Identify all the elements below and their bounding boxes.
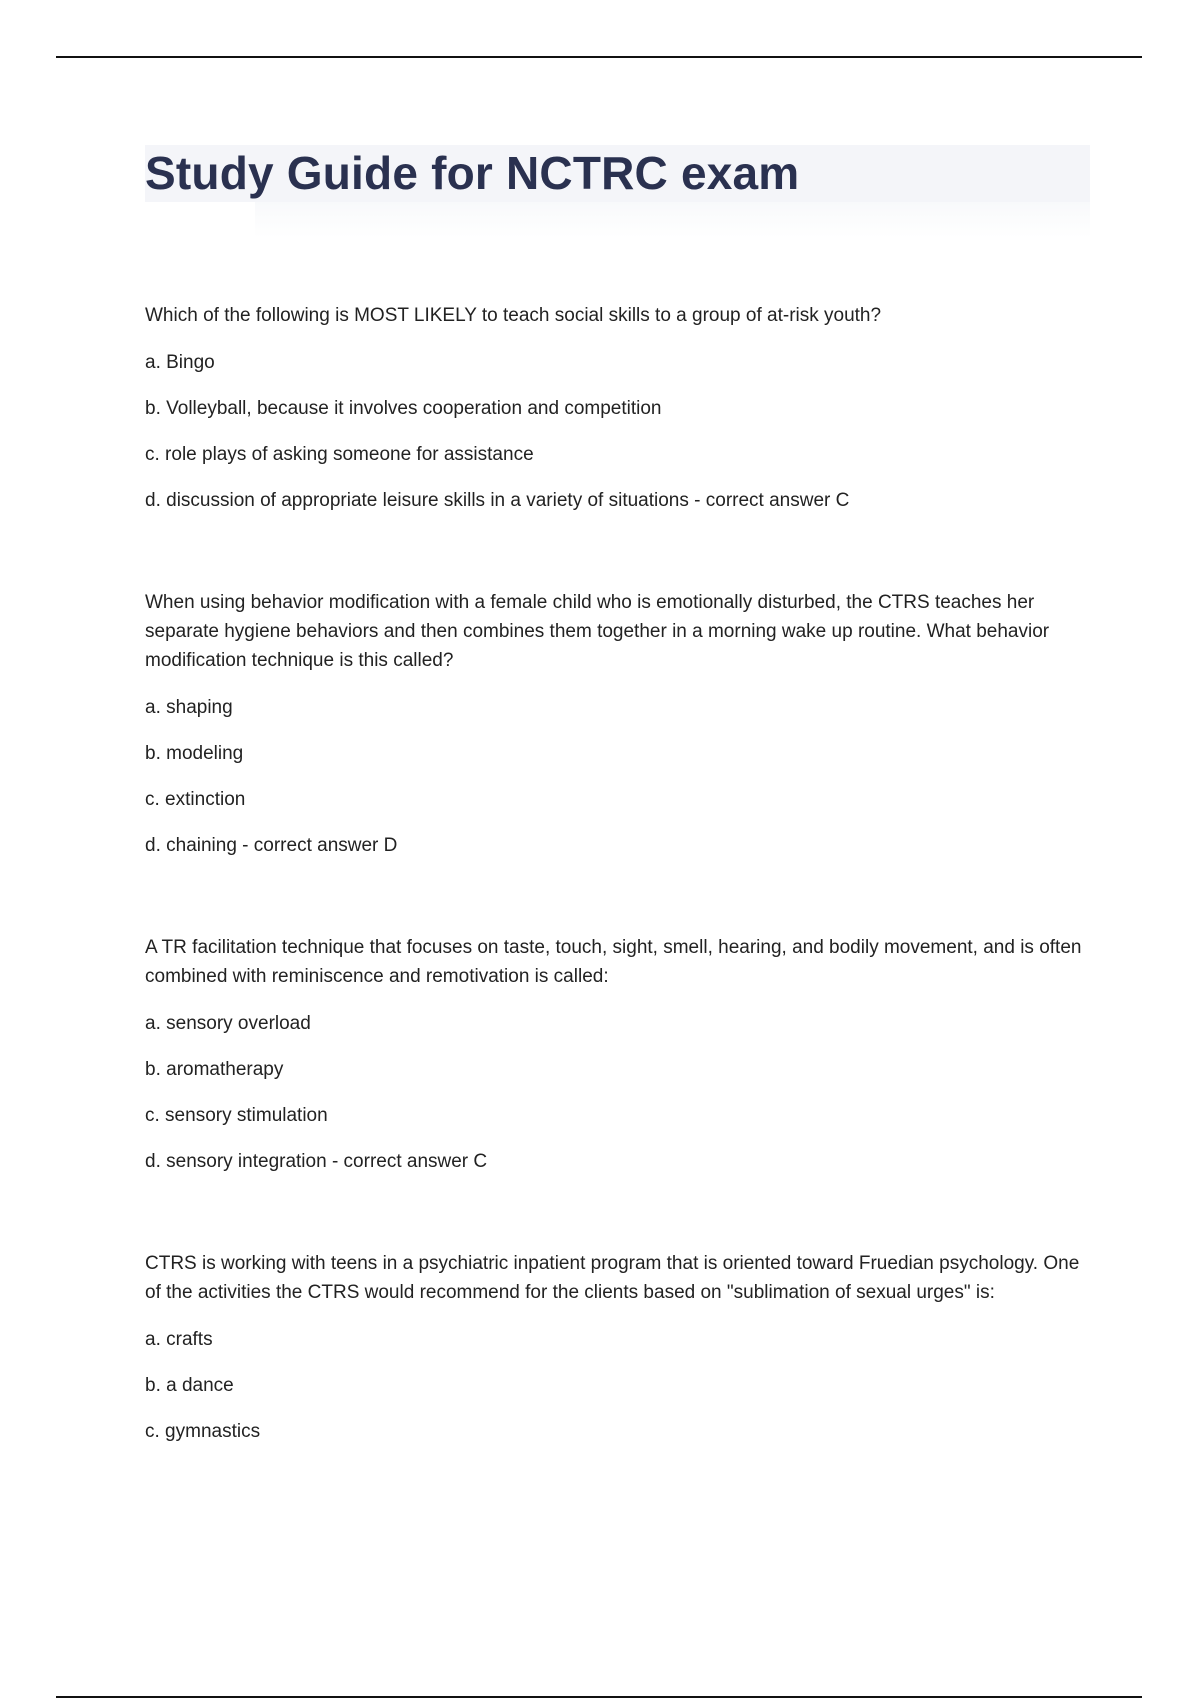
answer-option-b: b. aromatherapy bbox=[145, 1059, 284, 1080]
answer-option-b: b. Volleyball, because it involves cooperation and competition bbox=[145, 398, 662, 419]
answer-option-b: b. a dance bbox=[145, 1375, 234, 1396]
question-stem: Which of the following is MOST LIKELY to teach social skills to a group of at-risk youth? bbox=[145, 305, 882, 326]
title-band bbox=[145, 145, 1090, 202]
answer-option-c: c. extinction bbox=[145, 789, 246, 810]
answer-option-a: a. sensory overload bbox=[145, 1013, 311, 1034]
answer-option-d: d. discussion of appropriate leisure skills in a variety of situations - correct answer C bbox=[145, 490, 850, 511]
page-content bbox=[145, 145, 1090, 1519]
document-title: Study Guide for NCTRC exam bbox=[145, 147, 800, 199]
answer-option-a: a. Bingo bbox=[145, 352, 215, 373]
answer-option-d: d. chaining - correct answer D bbox=[145, 835, 398, 856]
question-4 bbox=[145, 1249, 1090, 1446]
answer-option-c: c. role plays of asking someone for assistance bbox=[145, 444, 534, 465]
answer-option-d: d. sensory integration - correct answer C bbox=[145, 1151, 488, 1172]
answer-option-b: b. modeling bbox=[145, 743, 244, 764]
question-stem: CTRS is working with teens in a psychiatric inpatient program that is oriented toward Fruedian psychology. One of the activities the CTRS would recommend for the clients based on "sublimation of sexual urges" is: bbox=[145, 1253, 1080, 1303]
question-3 bbox=[145, 933, 1090, 1176]
answer-option-c: c. gymnastics bbox=[145, 1421, 261, 1442]
answer-option-a: a. shaping bbox=[145, 697, 233, 718]
answer-option-c: c. sensory stimulation bbox=[145, 1105, 328, 1126]
header-rule bbox=[56, 56, 1142, 58]
question-2 bbox=[145, 588, 1090, 860]
question-stem: When using behavior modification with a female child who is emotionally disturbed, the CTRS teaches her separate hygiene behaviors and then combines them together in a morning wake up routine. What behavior modification technique is this called? bbox=[145, 592, 1050, 671]
question-list bbox=[145, 301, 1090, 1446]
question-1 bbox=[145, 301, 1090, 515]
footer-rule bbox=[56, 1696, 1142, 1698]
answer-option-a: a. crafts bbox=[145, 1329, 213, 1350]
question-stem: A TR facilitation technique that focuses on taste, touch, sight, smell, hearing, and bodily movement, and is often combined with reminiscence and remotivation is called: bbox=[145, 937, 1082, 987]
title-band-shadow bbox=[255, 202, 1090, 238]
